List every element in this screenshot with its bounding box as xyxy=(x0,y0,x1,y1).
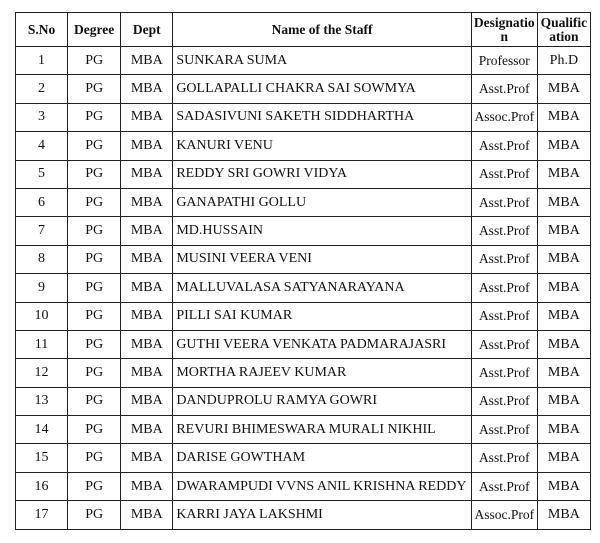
table-row xyxy=(16,245,591,273)
header-sno: S.No xyxy=(16,13,68,47)
header-degree: Degree xyxy=(68,13,121,47)
staff-table xyxy=(15,12,591,530)
cell-designation: Asst.Prof xyxy=(471,472,537,500)
cell-sno: 10 xyxy=(16,302,68,330)
cell-degree: PG xyxy=(68,47,121,75)
cell-designation: Asst.Prof xyxy=(471,75,537,103)
cell-dept: MBA xyxy=(121,416,173,444)
header-dept: Dept xyxy=(121,13,173,47)
cell-qualification: MBA xyxy=(537,302,590,330)
cell-sno: 6 xyxy=(16,188,68,216)
cell-sno: 2 xyxy=(16,75,68,103)
table-row xyxy=(16,103,591,131)
cell-qualification: MBA xyxy=(537,217,590,245)
cell-sno: 9 xyxy=(16,274,68,302)
cell-qualification: MBA xyxy=(537,160,590,188)
cell-designation: Asst.Prof xyxy=(471,245,537,273)
table-row xyxy=(16,160,591,188)
cell-degree: PG xyxy=(68,103,121,131)
table-row xyxy=(16,302,591,330)
cell-sno: 15 xyxy=(16,444,68,472)
cell-dept: MBA xyxy=(121,103,173,131)
cell-degree: PG xyxy=(68,359,121,387)
cell-staff-name: MALLUVALASA SATYANARAYANA xyxy=(173,274,471,302)
cell-staff-name: MORTHA RAJEEV KUMAR xyxy=(173,359,471,387)
cell-qualification: MBA xyxy=(537,359,590,387)
cell-staff-name: SADASIVUNI SAKETH SIDDHARTHA xyxy=(173,103,471,131)
cell-designation: Asst.Prof xyxy=(471,359,537,387)
table-row xyxy=(16,132,591,160)
table-row xyxy=(16,416,591,444)
table-row xyxy=(16,274,591,302)
cell-staff-name: DARISE GOWTHAM xyxy=(173,444,471,472)
cell-qualification: MBA xyxy=(537,132,590,160)
cell-dept: MBA xyxy=(121,444,173,472)
cell-qualification: Ph.D xyxy=(537,47,590,75)
cell-dept: MBA xyxy=(121,501,173,529)
cell-degree: PG xyxy=(68,416,121,444)
cell-degree: PG xyxy=(68,330,121,358)
cell-sno: 3 xyxy=(16,103,68,131)
cell-sno: 5 xyxy=(16,160,68,188)
cell-designation: Asst.Prof xyxy=(471,188,537,216)
cell-designation: Professor xyxy=(471,47,537,75)
cell-degree: PG xyxy=(68,245,121,273)
cell-dept: MBA xyxy=(121,359,173,387)
cell-staff-name: GUTHI VEERA VENKATA PADMARAJASRI xyxy=(173,330,471,358)
header-qualification: Qualification xyxy=(537,13,590,47)
cell-designation: Asst.Prof xyxy=(471,416,537,444)
cell-qualification: MBA xyxy=(537,188,590,216)
cell-staff-name: SUNKARA SUMA xyxy=(173,47,471,75)
cell-sno: 14 xyxy=(16,416,68,444)
cell-dept: MBA xyxy=(121,245,173,273)
cell-dept: MBA xyxy=(121,160,173,188)
cell-dept: MBA xyxy=(121,188,173,216)
cell-dept: MBA xyxy=(121,47,173,75)
cell-dept: MBA xyxy=(121,472,173,500)
cell-designation: Asst.Prof xyxy=(471,302,537,330)
cell-designation: Asst.Prof xyxy=(471,217,537,245)
cell-degree: PG xyxy=(68,302,121,330)
cell-qualification: MBA xyxy=(537,245,590,273)
cell-dept: MBA xyxy=(121,330,173,358)
cell-designation: Asst.Prof xyxy=(471,160,537,188)
cell-degree: PG xyxy=(68,75,121,103)
cell-staff-name: REDDY SRI GOWRI VIDYA xyxy=(173,160,471,188)
table-row xyxy=(16,387,591,415)
cell-sno: 17 xyxy=(16,501,68,529)
cell-dept: MBA xyxy=(121,132,173,160)
cell-sno: 4 xyxy=(16,132,68,160)
cell-degree: PG xyxy=(68,501,121,529)
table-row xyxy=(16,501,591,529)
cell-staff-name: GANAPATHI GOLLU xyxy=(173,188,471,216)
cell-dept: MBA xyxy=(121,302,173,330)
table-row xyxy=(16,330,591,358)
cell-degree: PG xyxy=(68,274,121,302)
table-row xyxy=(16,472,591,500)
cell-degree: PG xyxy=(68,387,121,415)
cell-qualification: MBA xyxy=(537,75,590,103)
header-row xyxy=(16,13,591,47)
cell-qualification: MBA xyxy=(537,444,590,472)
cell-staff-name: DWARAMPUDI VVNS ANIL KRISHNA REDDY xyxy=(173,472,471,500)
cell-qualification: MBA xyxy=(537,501,590,529)
cell-sno: 13 xyxy=(16,387,68,415)
cell-staff-name: MD.HUSSAIN xyxy=(173,217,471,245)
cell-sno: 1 xyxy=(16,47,68,75)
table-row xyxy=(16,75,591,103)
table-row xyxy=(16,359,591,387)
cell-designation: Asst.Prof xyxy=(471,444,537,472)
cell-sno: 7 xyxy=(16,217,68,245)
cell-designation: Assoc.Prof xyxy=(471,103,537,131)
cell-qualification: MBA xyxy=(537,416,590,444)
table-row xyxy=(16,444,591,472)
cell-sno: 8 xyxy=(16,245,68,273)
header-name: Name of the Staff xyxy=(173,13,471,47)
cell-qualification: MBA xyxy=(537,387,590,415)
cell-staff-name: DANDUPROLU RAMYA GOWRI xyxy=(173,387,471,415)
cell-staff-name: KARRI JAYA LAKSHMI xyxy=(173,501,471,529)
cell-sno: 16 xyxy=(16,472,68,500)
cell-qualification: MBA xyxy=(537,103,590,131)
cell-degree: PG xyxy=(68,132,121,160)
cell-designation: Asst.Prof xyxy=(471,387,537,415)
cell-sno: 11 xyxy=(16,330,68,358)
table-row xyxy=(16,188,591,216)
cell-staff-name: KANURI VENU xyxy=(173,132,471,160)
header-designation: Designation xyxy=(471,13,537,47)
cell-staff-name: REVURI BHIMESWARA MURALI NIKHIL xyxy=(173,416,471,444)
cell-designation: Assoc.Prof xyxy=(471,501,537,529)
cell-degree: PG xyxy=(68,444,121,472)
cell-degree: PG xyxy=(68,160,121,188)
cell-dept: MBA xyxy=(121,217,173,245)
cell-staff-name: MUSINI VEERA VENI xyxy=(173,245,471,273)
table-row xyxy=(16,217,591,245)
cell-staff-name: GOLLAPALLI CHAKRA SAI SOWMYA xyxy=(173,75,471,103)
cell-staff-name: PILLI SAI KUMAR xyxy=(173,302,471,330)
table-row xyxy=(16,47,591,75)
cell-qualification: MBA xyxy=(537,274,590,302)
cell-designation: Asst.Prof xyxy=(471,330,537,358)
cell-dept: MBA xyxy=(121,75,173,103)
cell-qualification: MBA xyxy=(537,330,590,358)
cell-dept: MBA xyxy=(121,274,173,302)
cell-qualification: MBA xyxy=(537,472,590,500)
cell-degree: PG xyxy=(68,472,121,500)
cell-degree: PG xyxy=(68,217,121,245)
cell-sno: 12 xyxy=(16,359,68,387)
cell-degree: PG xyxy=(68,188,121,216)
cell-designation: Asst.Prof xyxy=(471,132,537,160)
cell-dept: MBA xyxy=(121,387,173,415)
cell-designation: Asst.Prof xyxy=(471,274,537,302)
